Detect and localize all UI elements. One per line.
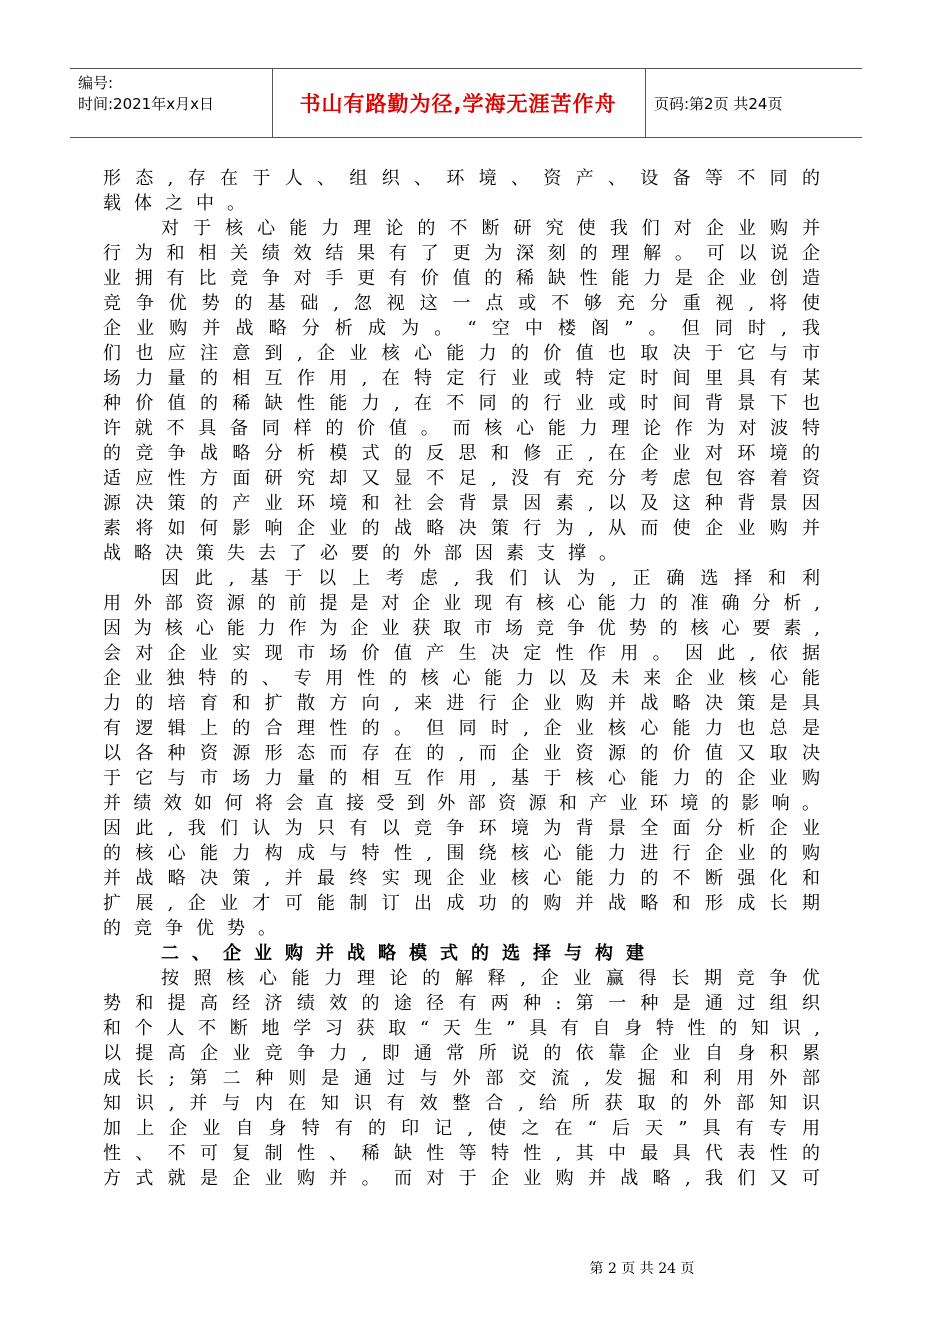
text-line: 的核心能力构成与特性,围绕核心能力进行企业的购 <box>103 843 820 864</box>
text-line: 力的培育和扩散方向,来进行企业购并战略决策是具 <box>103 693 820 714</box>
text-line: 于它与市场力量的相互作用,基于核心能力的企业购 <box>103 768 820 789</box>
text-line: 对于核心能力理论的不断研究使我们对企业购并 <box>161 218 820 239</box>
text-line: 方式就是企业购并。而对于企业购并战略,我们又可 <box>103 1168 820 1189</box>
page-header <box>70 68 862 138</box>
header-motto: 书山有路勤为径,学海无涯苦作舟 <box>299 92 617 116</box>
text-line: 适应性方面研究却又显不足,没有充分考虑包容着资 <box>103 468 820 489</box>
text-line: 并绩效如何将会直接受到外部资源和产业环境的影响。 <box>103 793 820 814</box>
text-line: 以各种资源形态而存在的,而企业资源的价值又取决 <box>103 743 820 764</box>
text-line: 会对企业实现市场价值产生决定性作用。因此,依据 <box>103 643 820 664</box>
text-line: 成长;第二种则是通过与外部交流,发掘和利用外部 <box>103 1068 820 1089</box>
text-line: 载体之中。 <box>103 193 258 214</box>
text-line: 形态,存在于人、组织、环境、资产、设备等不同的 <box>103 168 820 189</box>
text-line: 的竞争优势。 <box>103 918 289 939</box>
document-number-label: 编号: <box>78 74 114 92</box>
text-line: 战略决策失去了必要的外部因素支撑。 <box>103 543 630 564</box>
text-line: 并战略决策,并最终实现企业核心能力的不断强化和 <box>103 868 820 889</box>
body-text <box>103 166 820 1191</box>
text-line: 的竞争战略分析模式的反思和修正,在企业对环境的 <box>103 443 820 464</box>
text-line: 源决策的产业环境和社会背景因素,以及这种背景因 <box>103 493 820 514</box>
text-line: 按照核心能力理论的解释,企业赢得长期竞争优 <box>161 968 820 989</box>
text-line: 势和提高经济绩效的途径有两种:第一种是通过组织 <box>103 993 820 1014</box>
text-line: 因此,我们认为只有以竞争环境为背景全面分析企业 <box>103 818 820 839</box>
text-line: 们也应注意到,企业核心能力的价值也取决于它与市 <box>103 343 820 364</box>
text-line: 场力量的相互作用,在特定行业或特定时间里具有某 <box>103 368 820 389</box>
text-line: 和个人不断地学习获取“天生”具有自身特性的知识, <box>103 1018 820 1039</box>
text-line: 种价值的稀缺性能力,在不同的行业或时间背景下也 <box>103 393 820 414</box>
text-line: 竞争优势的基础,忽视这一点或不够充分重视,将使 <box>103 293 820 314</box>
header-divider <box>645 69 646 137</box>
text-line: 因为核心能力作为企业获取市场竞争优势的核心要素, <box>103 618 820 639</box>
text-line: 业拥有比竞争对手更有价值的稀缺性能力是企业创造 <box>103 268 820 289</box>
page-footer: 第 2 页 共 24 页 <box>589 1261 695 1277</box>
text-line: 有逻辑上的合理性的。但同时,企业核心能力也总是 <box>103 718 820 739</box>
section-heading: 二、企业购并战略模式的选择与构建 <box>161 943 657 964</box>
text-line: 加上企业自身特有的印记,使之在“后天”具有专用 <box>103 1118 820 1139</box>
document-time-label: 时间:2021年x月x日 <box>78 95 214 113</box>
text-line: 以提高企业竞争力,即通常所说的依靠企业自身积累 <box>103 1043 820 1064</box>
text-line: 企业购并战略分析成为。“空中楼阁”。但同时,我 <box>103 318 820 339</box>
text-line: 扩展,企业才可能制订出成功的购并战略和形成长期 <box>103 893 820 914</box>
text-line: 用外部资源的前提是对企业现有核心能力的准确分析, <box>103 593 820 614</box>
text-line: 行为和相关绩效结果有了更为深刻的理解。可以说企 <box>103 243 820 264</box>
text-line: 因此,基于以上考虑,我们认为,正确选择和利 <box>161 568 820 589</box>
text-line: 素将如何影响企业的战略决策行为,从而使企业购并 <box>103 518 820 539</box>
header-meta <box>78 73 270 115</box>
text-line: 许就不具备同样的价值。而核心能力理论作为对波特 <box>103 418 820 439</box>
text-line: 企业独特的、专用性的核心能力以及未来企业核心能 <box>103 668 820 689</box>
header-page-info: 页码:第2页 共24页 <box>654 94 783 113</box>
text-line: 性、不可复制性、稀缺性等特性,其中最具代表性的 <box>103 1143 820 1164</box>
text-line: 知识,并与内在知识有效整合,给所获取的外部知识 <box>103 1093 820 1114</box>
